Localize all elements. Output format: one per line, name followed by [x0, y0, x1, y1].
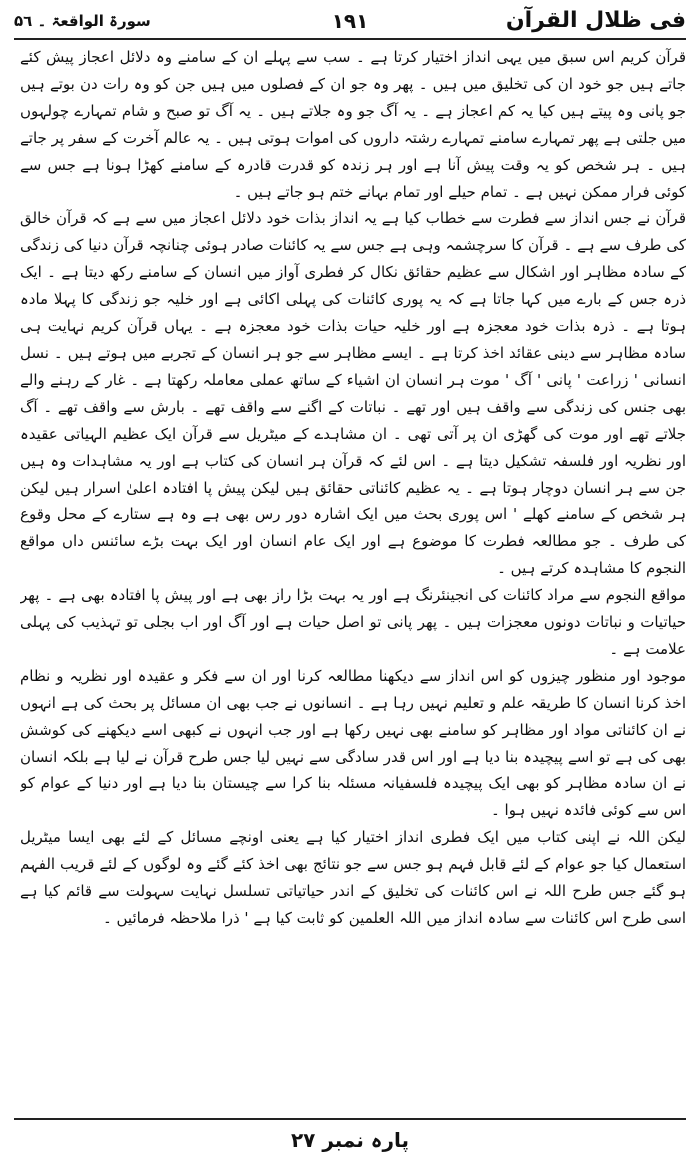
paragraph: لیکن اللہ نے اپنی کتاب میں ایک فطری انداز اختیار کیا ہے یعنی اونچے مسائل کے لئے بھی ایسا میٹریل استعمال کیا جو عوام کے لئے قابل فہم ہو جس سے جو نتائج بھی اخذ کئے گئے وہ لوگوں کے لئے قریب الفہم ہو گئے جس طرح اللہ نے اس کائنات کی تخلیق کے اندر حیاتیاتی تسلسل نہایت سہولت سے قائم کیا ہے اسی طرح اس کائنات سے سادہ انداز میں اللہ العلمین کو ثابت کیا ہے ' ذرا ملاحظہ فرمائیں ۔ — [20, 828, 686, 927]
footer-divider — [14, 1118, 686, 1120]
page-header — [14, 6, 686, 36]
surah-name: سورۃ الواقعۃ ۔ ۵٦ — [14, 12, 151, 30]
book-title: فی ظلال القرآن — [505, 8, 686, 33]
paragraph: قرآن نے جس انداز سے فطرت سے خطاب کیا ہے یہ انداز بذات خود دلائل اعجاز میں سے ہے کہ قرآن خالق کی طرف سے ہے ۔ قرآن کا سرچشمہ وہی ہے جس سے یہ کائنات صادر ہوئی چنانچہ قرآن دنیا کی زندگی کے سادہ مظاہر اور اشکال سے عظیم حقائق نکال کر فطری آواز میں انسان کے سامنے رکھ دیتا ہے ۔ ایک ذرہ جس کے بارے میں کہا جاتا ہے کہ یہ پوری کائنات کی پہلی اکائی ہے اور خلیہ جو زندگی کا پہلا مادہ ہوتا ہے ۔ ذرہ بذات خود معجزہ ہے اور خلیہ حیات بذات خود معجزہ ہے ۔ یہاں قرآن کریم نہایت ہی سادہ مظاہر سے دینی عقائد اخذ کرتا ہے ۔ ایسے مظاہر سے جو ہر انسان کے تجربے میں ہوتے ہیں ۔ نسل انسانی ' زراعت ' پانی ' آگ ' موت ہر انسان ان اشیاء کے ساتھ عملی معاملہ رکھتا ہے ۔ غار کے رہنے والے بھی جنس کی زندگی سے واقف ہیں اور تھے ۔ نباتات کے اگنے سے واقف تھے ۔ بارش سے واقف تھے ۔ آگ جلاتے تھے اور موت کی گھڑی ان پر آتی تھی ۔ ان مشاہدے کے میٹریل سے قرآن ایک عظیم الہیاتی عقیدہ اور نظریہ اور فلسفہ تشکیل دیتا ہے ۔ اس لئے کہ قرآن ہر انسان کی کتاب ہے اور یہ مشاہدات وہ ہیں جن سے ہر انسان دوچار ہوتا ہے ۔ یہ عظیم کائناتی حقائق ہیں لیکن پیش پا افتادہ اعلیٰ اسرار ہیں لیکن ہر شخص کے سامنے کھلے ' اس پوری بحث میں ایک اشارہ دور رس بھی ہے وہ ہے ستارے کے محل وقوع کی طرف ۔ جو مطالعہ فطرت کا موضوع ہے اور ایک عام انسان اور ایک بہت بڑے سائنس داں مواقع النجوم کا مشاہدہ کرتے ہیں ۔ — [20, 209, 686, 578]
page-number: ۱۹۱ — [331, 9, 369, 33]
header-divider — [14, 38, 686, 40]
paragraph: قرآن کریم اس سبق میں یہی انداز اختیار کرتا ہے ۔ سب سے پہلے ان کے سامنے وہ دلائل اعجاز پیش کئے جاتے ہیں جو خود ان کی تخلیق میں ہیں ۔ پھر وہ جو ان کے فصلوں میں ہیں جن کو وہ رات دن بوتے ہیں جو پانی وہ پیتے ہیں کیا یہ کم اعجاز ہے ۔ یہ آگ جو وہ جلاتے ہیں ۔ یہ آگ تو صبح و شام تمہارے چولہوں میں جلتی ہے پھر تمہارے سامنے تمہارے رشتہ داروں کی اموات ہوتی ہیں ۔ یہ عالم آخرت کے سفر پر جاتے ہیں ۔ ہر شخص کو یہ وقت پیش آنا ہے اور ہر زندہ کو قدرت قادرہ کے سامنے کھڑا ہونا ہے جس سے کوئی فرار ممکن نہیں ہے ۔ تمام حیلے اور تمام بہانے ختم ہو جاتے ہیں ۔ — [20, 48, 686, 201]
para-label: پارہ نمبر ۲۷ — [290, 1128, 410, 1152]
page-body — [20, 44, 686, 1084]
paragraph: مواقع النجوم سے مراد کائنات کی انجینئرنگ ہے اور یہ بہت بڑا راز بھی ہے اور پیش پا افتادہ بھی ہے ۔ پھر حیاتیات و نباتات دونوں معجزات ہیں ۔ پھر پانی تو اصل حیات ہے اور آگ اور اب بجلی تو تہذیب کی پہلی علامت ہے ۔ — [20, 586, 686, 658]
paragraph: موجود اور منظور چیزوں کو اس انداز سے دیکھنا مطالعہ کرنا اور ان سے فکر و عقیدہ اور نظریہ و نظام اخذ کرنا انسان کا طریقہ علم و تعلیم نہیں رہا ہے ۔ انسانوں نے جب بھی ان مسائل پر بحث کی ہے انہوں نے ان کائناتی مواد اور مظاہر کو سامنے بھی نہیں رکھا ہے اور جب انہوں نے کبھی اسے دیکھنے کی کوشش بھی کی ہے تو اسے پیچیدہ بنا دیا ہے اور اس قدر سادگی سے نہیں لیا جس طرح قرآن نے لیا ہے بلکہ انسان نے ان سادہ مظاہر کو بھی ایک پیچیدہ فلسفیانہ مسئلہ بنا کرا سے چیستان بنا دیا ہے اور دنیا کے عوام کو اس سے کوئی فائدہ نہیں ہوا ۔ — [20, 666, 686, 820]
